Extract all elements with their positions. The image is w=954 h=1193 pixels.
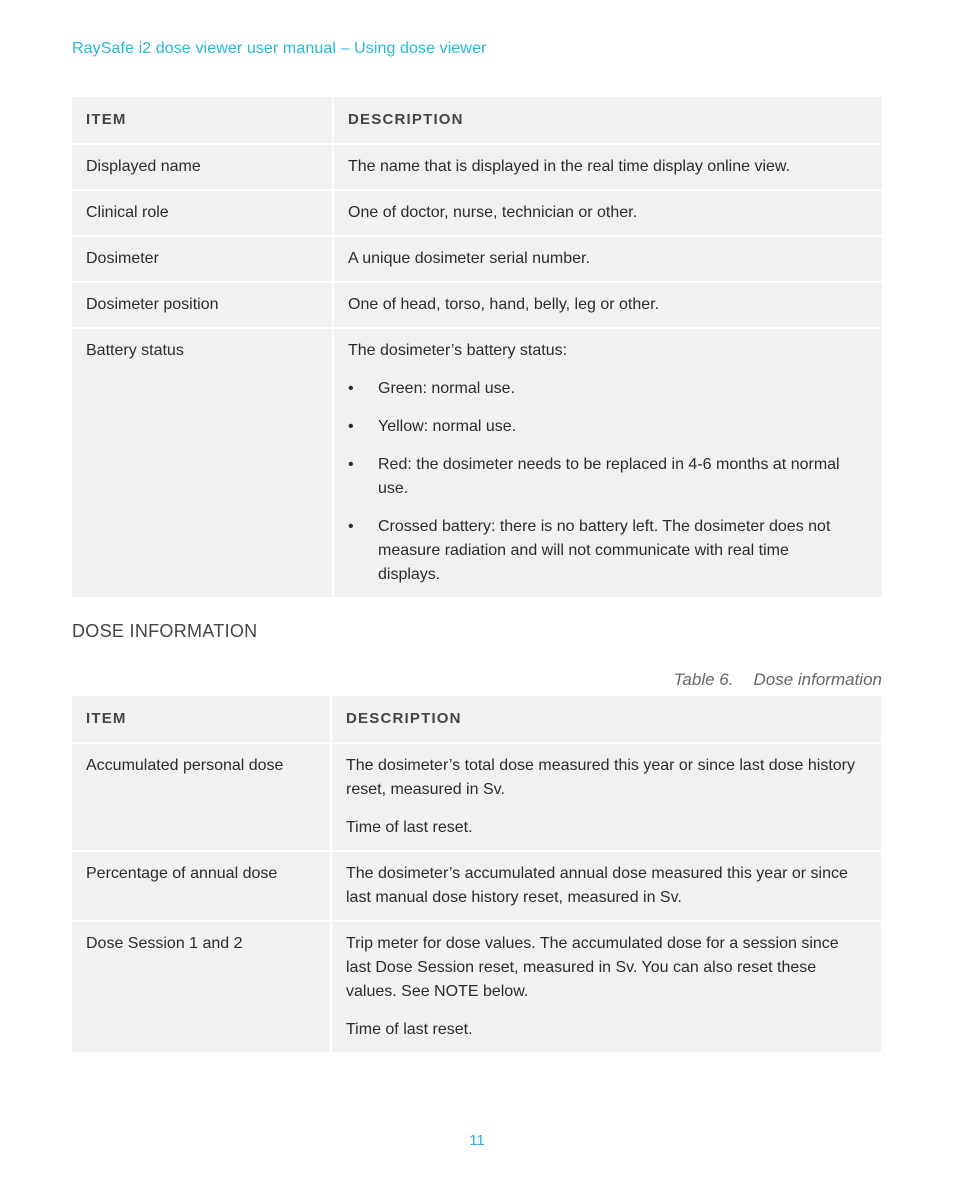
list-item-text: Crossed battery: there is no battery left. The dosimeter does not measure radiation and will not communicate with real time displays. (378, 518, 831, 583)
row-description (332, 852, 881, 920)
table-row (72, 744, 881, 850)
list-item-text: Red: the dosimeter needs to be replaced in 4-6 months at normal use. (378, 456, 840, 497)
row-item: Dose Session 1 and 2 (72, 922, 330, 1052)
running-header: RaySafe i2 dose viewer user manual – Using dose viewer (72, 40, 487, 57)
row-description (332, 744, 881, 850)
table-row (72, 145, 882, 189)
bullet-icon: • (348, 418, 354, 435)
column-header-description: DESCRIPTION (334, 97, 882, 143)
list-item (348, 377, 868, 401)
column-header-item: ITEM (72, 97, 332, 143)
row-description (332, 922, 881, 1052)
battery-status-list (348, 377, 868, 587)
list-item (348, 453, 868, 501)
table-caption-label: Table 6. (673, 670, 734, 689)
list-item-text: Green: normal use. (378, 380, 515, 397)
table-caption-title: Dose information (753, 670, 882, 689)
table-header-row (72, 97, 882, 143)
battery-status-intro: The dosimeter’s battery status: (348, 342, 568, 359)
row-item: Battery status (72, 329, 332, 597)
user-properties-table (70, 95, 884, 599)
list-item (348, 515, 868, 587)
table-row (72, 283, 882, 327)
row-description (334, 329, 882, 597)
table-caption (674, 670, 882, 690)
table-row-battery-status (72, 329, 882, 597)
row-item: Clinical role (72, 191, 332, 235)
list-item-text: Yellow: normal use. (378, 418, 517, 435)
bullet-icon: • (348, 456, 354, 473)
row-item: Percentage of annual dose (72, 852, 330, 920)
row-item: Dosimeter position (72, 283, 332, 327)
description-paragraph: Time of last reset. (346, 819, 473, 836)
list-item (348, 415, 868, 439)
row-description: One of head, torso, hand, belly, leg or other. (334, 283, 882, 327)
description-paragraph: Trip meter for dose values. The accumulated dose for a session since last Dose Session reset, measured in Sv. You can also reset these values. See NOTE below. (346, 935, 839, 1000)
row-item: Displayed name (72, 145, 332, 189)
row-description: A unique dosimeter serial number. (334, 237, 882, 281)
row-item: Dosimeter (72, 237, 332, 281)
description-paragraph: The dosimeter’s total dose measured this year or since last dose history reset, measured in Sv. (346, 757, 855, 798)
table-row (72, 191, 882, 235)
row-description: The name that is displayed in the real time display online view. (334, 145, 882, 189)
description-paragraph: The dosimeter’s accumulated annual dose measured this year or since last manual dose history reset, measured in Sv. (346, 865, 848, 906)
column-header-description: DESCRIPTION (332, 696, 881, 742)
section-heading: DOSE INFORMATION (72, 621, 258, 641)
row-description: One of doctor, nurse, technician or other. (334, 191, 882, 235)
table-row (72, 237, 882, 281)
description-paragraph: Time of last reset. (346, 1021, 473, 1038)
bullet-icon: • (348, 518, 354, 535)
table-row (72, 852, 881, 920)
row-item: Accumulated personal dose (72, 744, 330, 850)
table-row (72, 922, 881, 1052)
column-header-item: ITEM (72, 696, 330, 742)
bullet-icon: • (348, 380, 354, 397)
table-header-row (72, 696, 881, 742)
dose-information-table (70, 694, 883, 1054)
page-number: 11 (469, 1132, 485, 1149)
